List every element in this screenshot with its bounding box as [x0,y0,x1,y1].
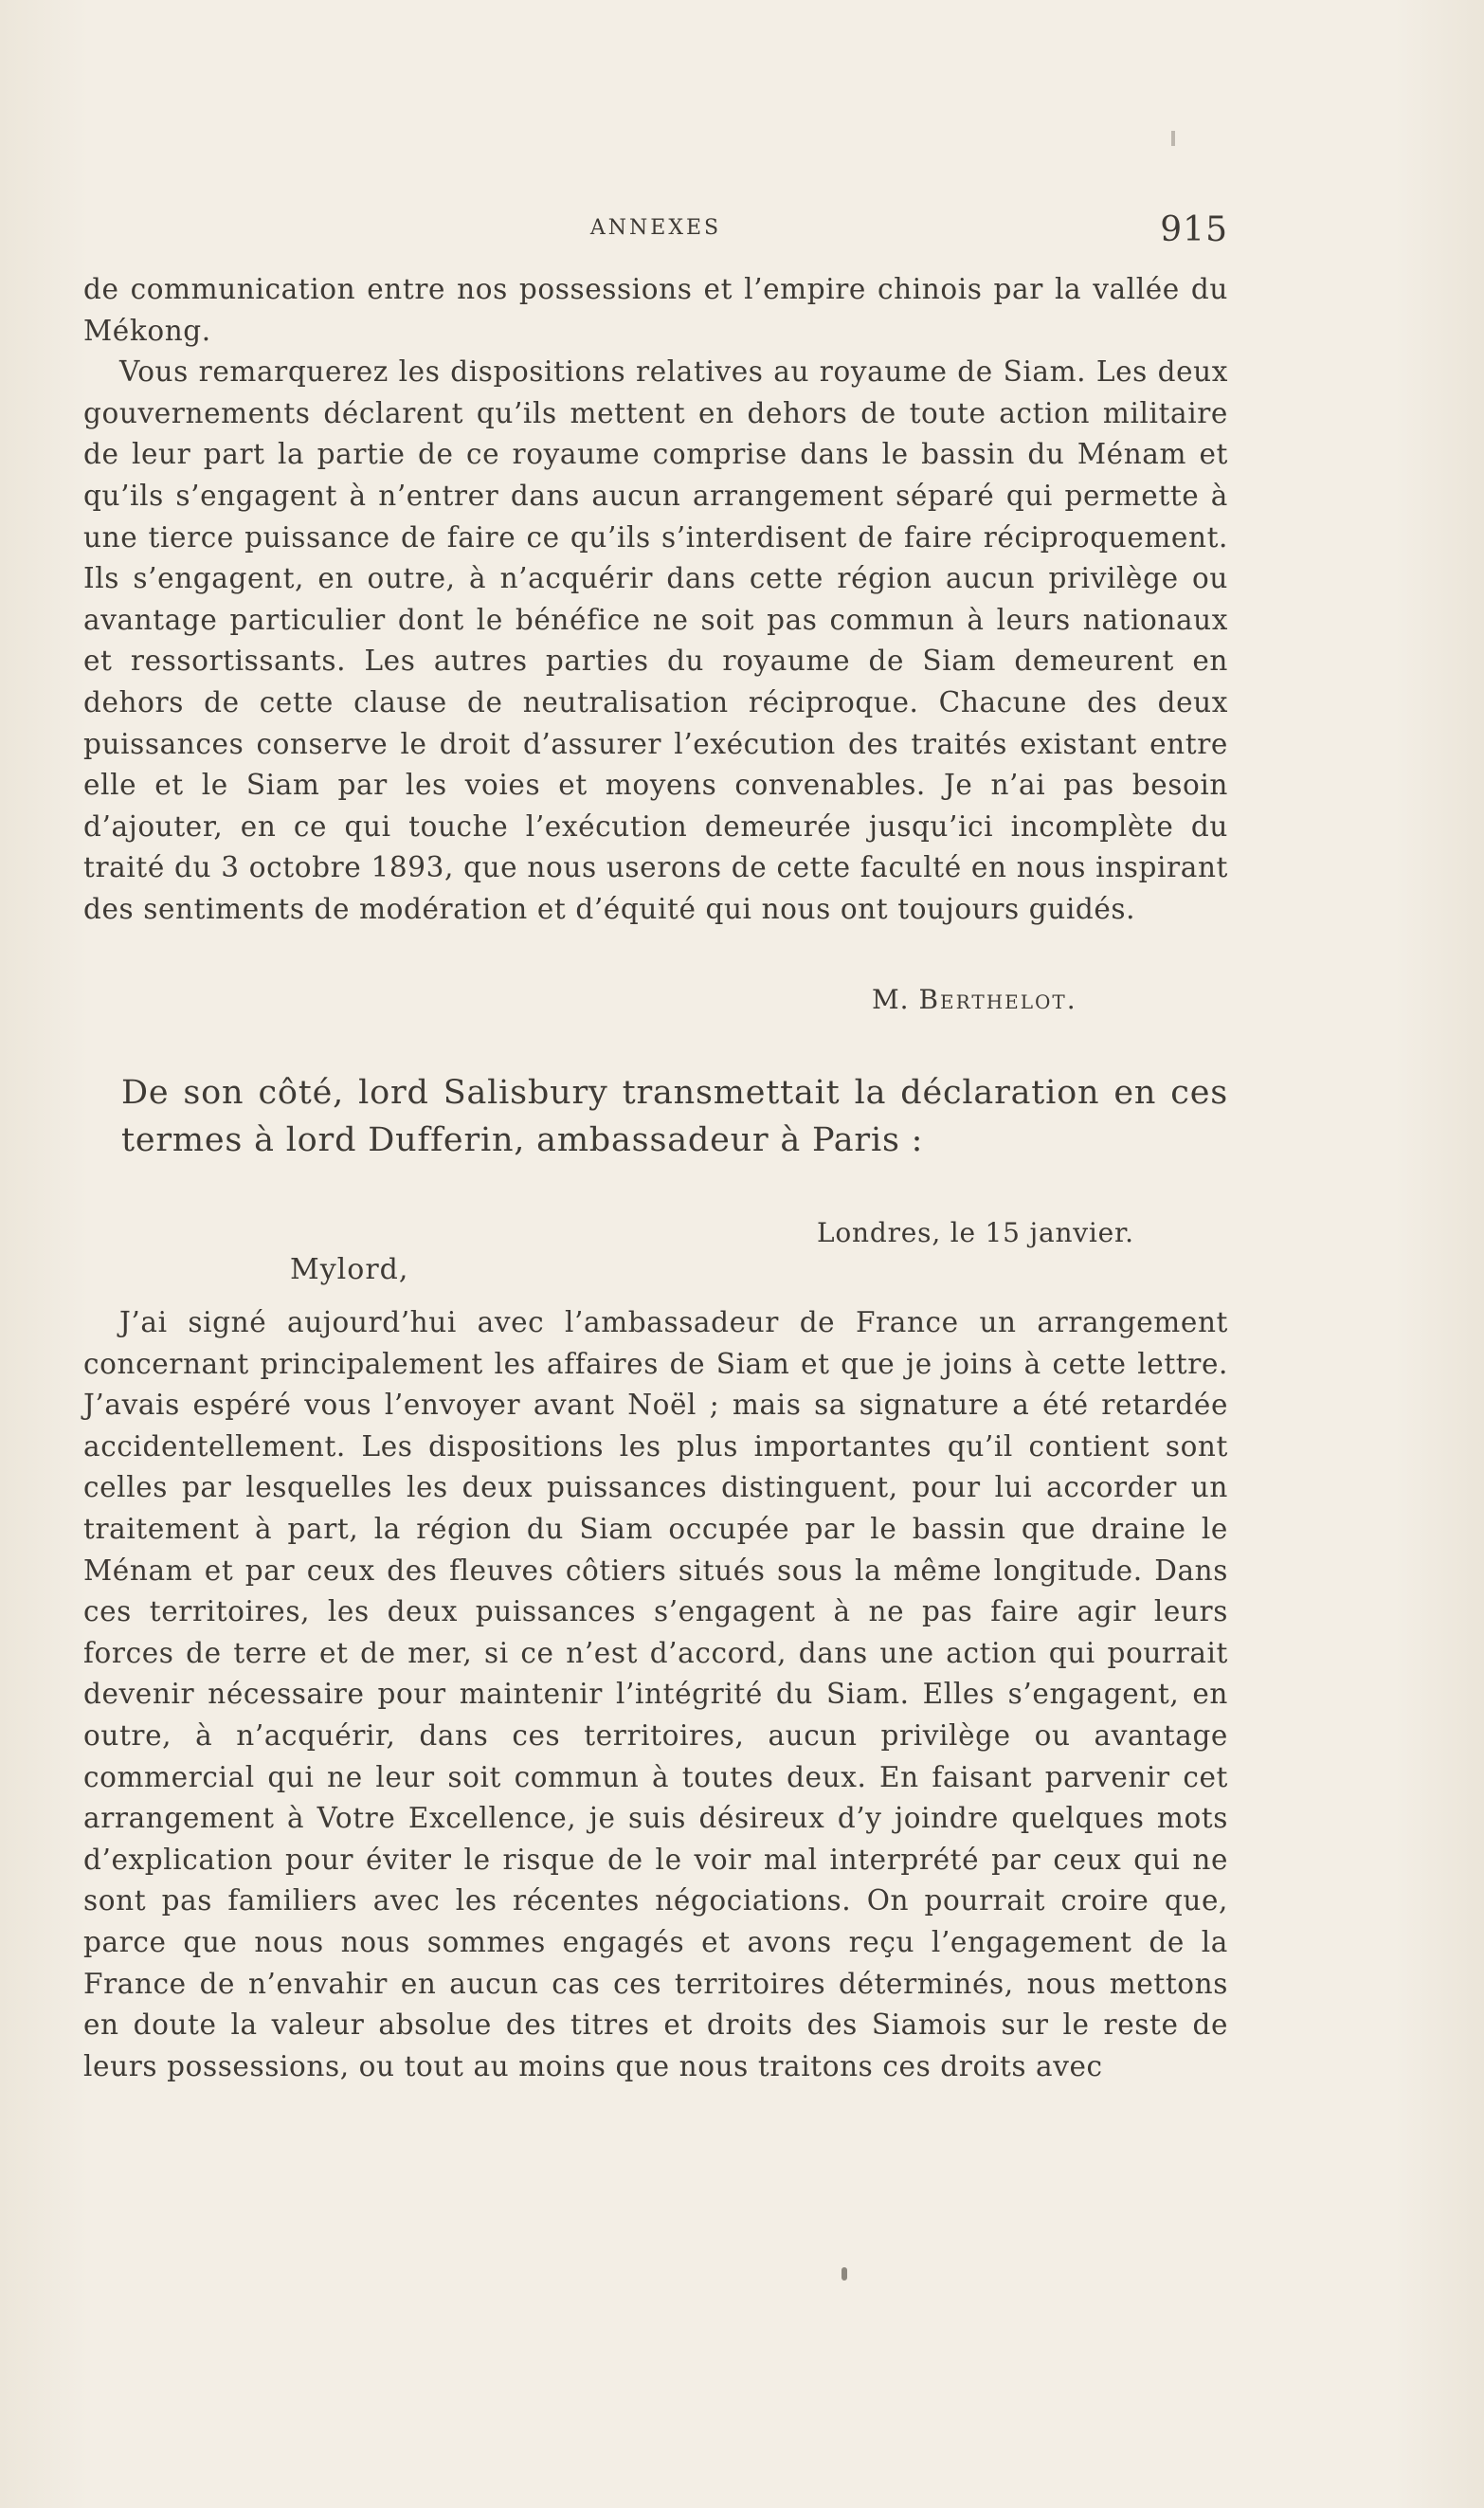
running-header [83,210,1228,248]
page-number: 915 [1160,210,1228,249]
header-title: ANNEXES [589,216,722,240]
paragraph-siam-dispositions: Vous remarquerez les dispositions relatives au royaume de Siam. Les deux gouvernements déclarent qu’ils mettent en dehors de toute action militaire de leur part la partie de ce royaume comprise dans le bassin du Ménam et qu’ils s’engagent à n’entrer dans aucun arrangement séparé qui permette à une tierce puissance de faire ce qu’ils s’interdisent de faire réciproquement. Ils s’engagent, en outre, à n’acquérir dans cette région aucun privilège ou avantage particulier dont le bénéfice ne soit pas commun à leurs nationaux et ressortissants. Les autres parties du royaume de Siam demeurent en dehors de cette clause de neutralisation réciproque. Chacune des deux puissances conserve le droit d’assurer l’exécution des traités existant entre elle et le Siam par les voies et moyens convenables. Je n’ai pas besoin d’ajouter, en ce qui touche l’exécution demeurée jusqu’ici incomplète du traité du 3 octobre 1893, que nous userons de cette faculté en nous inspirant des sentiments de modération et d’équité qui nous ont toujours guidés. [83,355,1228,925]
letter-dateline: Londres, le 15 janvier. [817,1217,1134,1248]
paragraph-continuation: de communication entre nos possessions et l’empire chinois par la vallée du Mékong. [83,273,1228,347]
signature-initial: M. [872,984,910,1015]
intro-paragraph [121,1069,1228,1164]
minister-letter-end [83,269,1228,931]
ink-speck-bottom [842,2267,847,2281]
salisbury-letter [83,1302,1228,2087]
intro-text: De son côté, lord Salisbury transmettait la déclaration en ces termes à lord Dufferin, ambassadeur à Paris : [121,1074,1228,1159]
letter-salutation: Mylord, [290,1253,409,1286]
signature-name: Berthelot. [918,984,1077,1015]
ink-speck-top [1171,131,1175,146]
letter-body: J’ai signé aujourd’hui avec l’ambassadeur de France un arrangement concernant principalement les affaires de Siam et que je joins à cette lettre. J’avais espéré vous l’envoyer avant Noël ; mais sa signature a été retardée accidentellement. Les dispositions les plus importantes qu’il contient sont celles par lesquelles les deux puissances distinguent, pour lui accorder un traitement à part, la région du Siam occupée par le bassin que draine le Ménam et par ceux des fleuves côtiers situés sous la même longitude. Dans ces territoires, les deux puissances s’engagent à ne pas faire agir leurs forces de terre et de mer, si ce n’est d’accord, dans une action qui pourrait devenir nécessaire pour maintenir l’intégrité du Siam. Elles s’engagent, en outre, à n’acquérir, dans ces territoires, aucun privilège ou avantage commercial qui ne leur soit commun à toutes deux. En faisant parvenir cet arrangement à Votre Excellence, je suis désireux d’y joindre quelques mots d’explication pour éviter le risque de le voir mal interprété par ceux qui ne sont pas familiers avec les récentes négociations. On pourrait croire que, parce que nous nous sommes engagés et avons reçu l’engagement de la France de n’envahir en aucun cas ces territoires déterminés, nous mettons en doute la valeur absolue des titres et droits des Siamois sur le reste de leurs possessions, ou tout au moins que nous traitons ces droits avec [83,1306,1228,2082]
signature [872,984,1077,1015]
